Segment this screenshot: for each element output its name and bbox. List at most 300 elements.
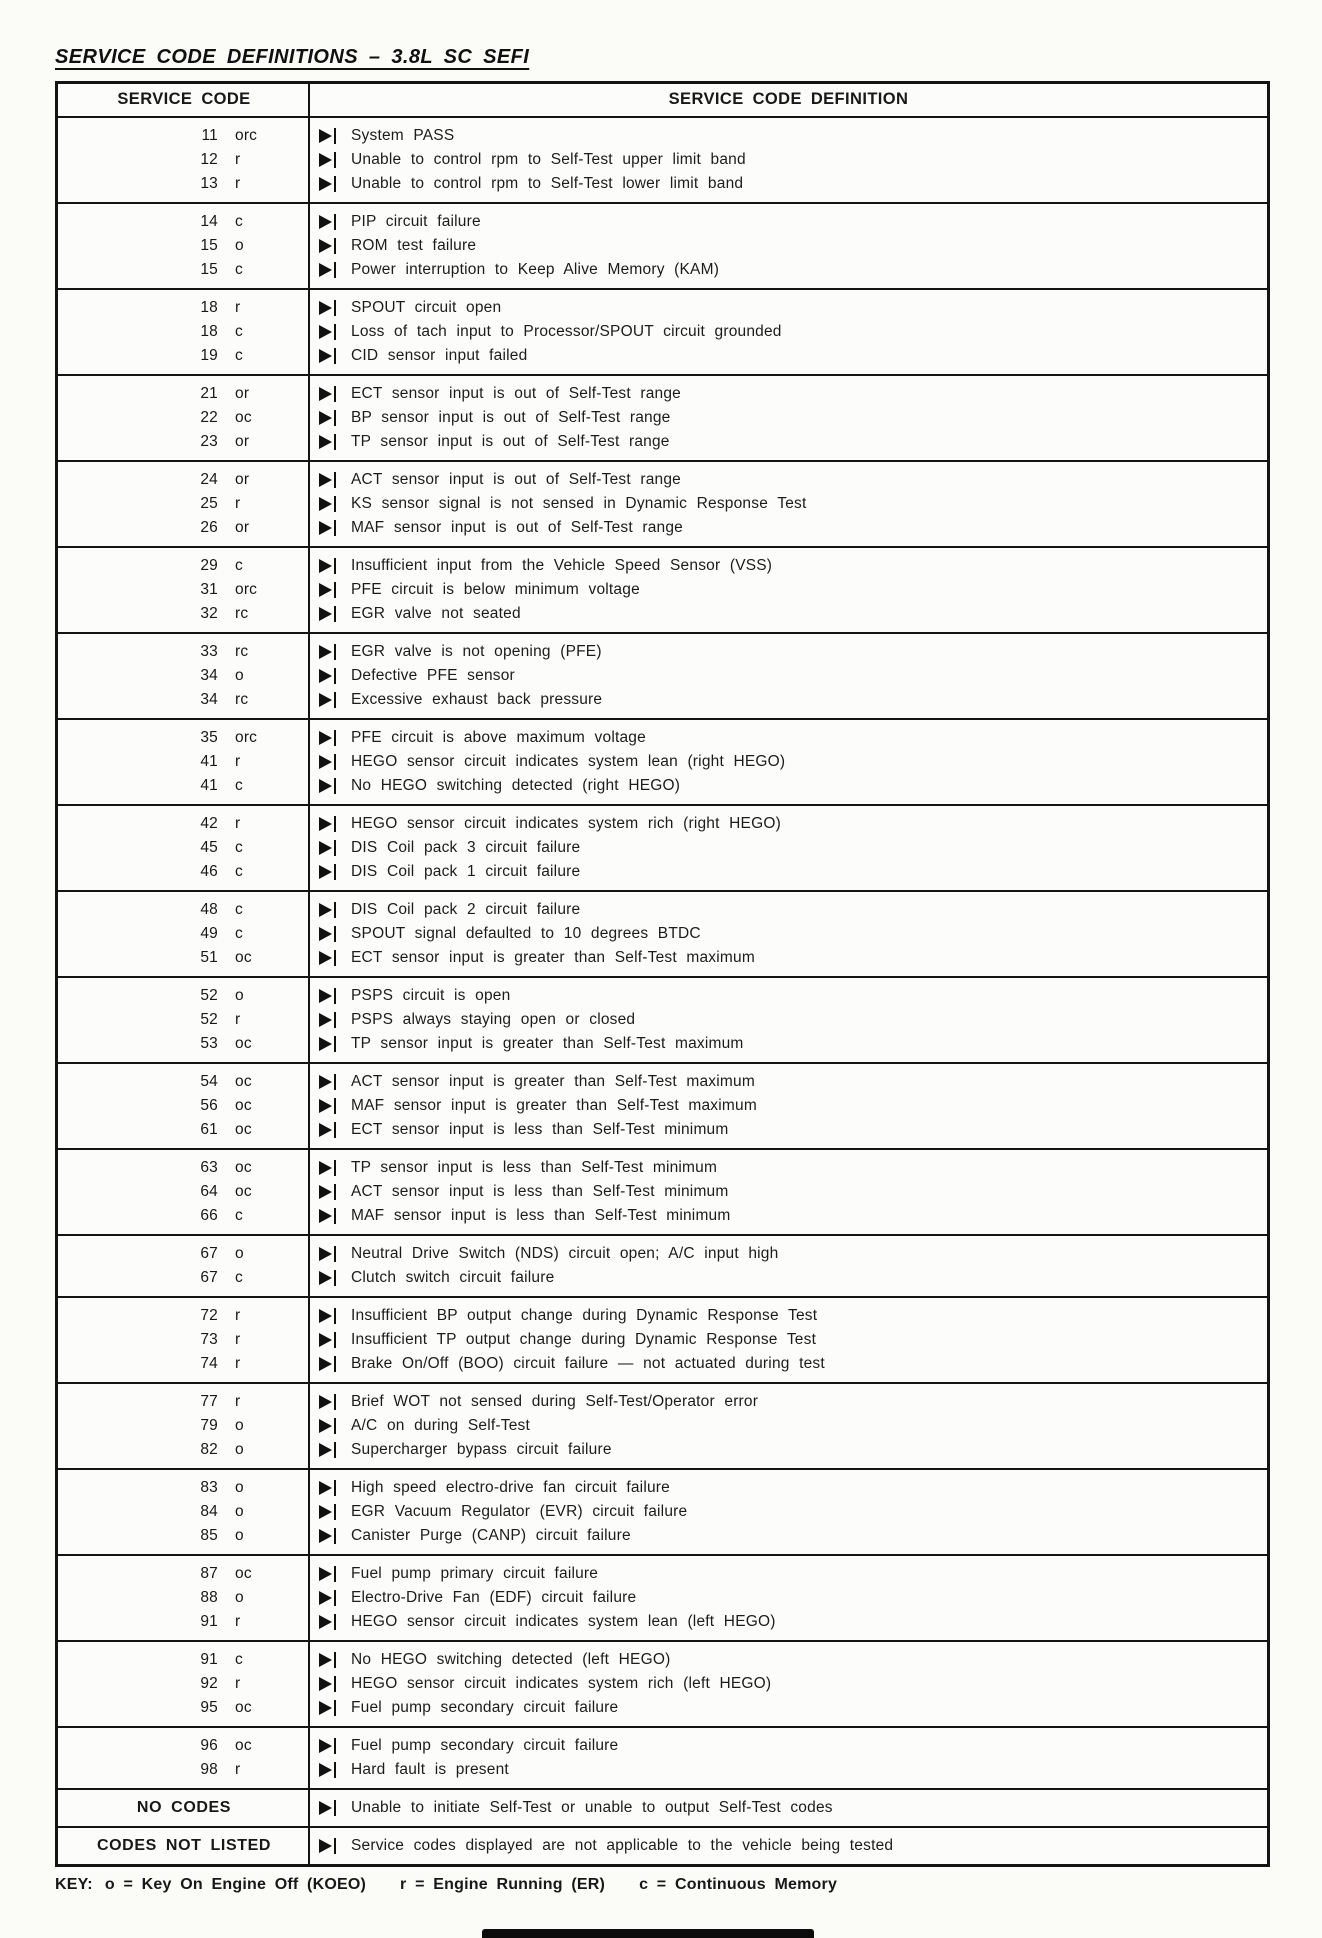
code-group	[58, 806, 1267, 892]
arrow-right-icon	[319, 1480, 336, 1496]
definition-text: ECT sensor input is greater than Self-Test maximum	[351, 949, 755, 966]
table-row	[58, 1524, 1267, 1548]
service-code-cell	[58, 1479, 310, 1497]
definition-cell	[310, 1613, 1267, 1631]
definition-text: KS sensor signal is not sensed in Dynamic Response Test	[351, 495, 807, 512]
arrow-right-icon	[319, 386, 336, 402]
arrow-right-icon	[319, 152, 336, 168]
definition-text: Insufficient input from the Vehicle Speed Sensor (VSS)	[351, 557, 773, 574]
code-mode: o	[235, 987, 244, 1004]
code-number: 82	[200, 1441, 218, 1458]
table-row	[58, 234, 1267, 258]
table-row	[58, 554, 1267, 578]
code-number: 34	[200, 667, 218, 684]
table-row	[58, 1734, 1267, 1758]
service-code-cell	[58, 1737, 310, 1755]
definition-cell	[310, 839, 1267, 857]
table-row	[58, 1696, 1267, 1720]
code-number: 83	[200, 1479, 218, 1496]
service-code-cell	[58, 1799, 310, 1817]
definition-text: PFE circuit is above maximum voltage	[351, 729, 646, 746]
code-mode: or	[235, 519, 250, 536]
definition-cell	[310, 949, 1267, 967]
code-mode: oc	[235, 1737, 252, 1754]
service-code-cell	[58, 605, 310, 623]
arrow-right-icon	[319, 988, 336, 1004]
definition-cell	[310, 151, 1267, 169]
code-number: 84	[200, 1503, 218, 1520]
arrow-right-icon	[319, 926, 336, 942]
code-number: 12	[200, 151, 218, 168]
definition-cell	[310, 1269, 1267, 1287]
service-code-cell	[58, 863, 310, 881]
code-number: 49	[200, 925, 218, 942]
code-number: 96	[200, 1737, 218, 1754]
definition-text: SPOUT circuit open	[351, 299, 502, 316]
page-title: SERVICE CODE DEFINITIONS – 3.8L SC SEFI	[55, 46, 530, 68]
code-mode: c	[235, 347, 243, 364]
definition-cell	[310, 667, 1267, 685]
code-mode: c	[235, 925, 243, 942]
service-code-cell	[58, 925, 310, 943]
definition-text: TP sensor input is greater than Self-Test maximum	[351, 1035, 744, 1052]
service-code-cell	[58, 151, 310, 169]
service-code-cell	[58, 433, 310, 451]
definition-cell	[310, 1417, 1267, 1435]
table-row	[58, 640, 1267, 664]
definition-text: Hard fault is present	[351, 1761, 509, 1778]
service-code-cell	[58, 987, 310, 1005]
service-code-cell	[58, 1355, 310, 1373]
arrow-right-icon	[319, 1528, 336, 1544]
arrow-right-icon	[319, 1566, 336, 1582]
definition-text: ACT sensor input is greater than Self-Test maximum	[351, 1073, 755, 1090]
service-code-cell	[58, 1159, 310, 1177]
code-mode: rc	[235, 691, 249, 708]
code-number: 42	[200, 815, 218, 832]
code-number: 26	[200, 519, 218, 536]
code-group	[58, 978, 1267, 1064]
code-mode: r	[235, 1011, 241, 1028]
arrow-right-icon	[319, 1356, 336, 1372]
definition-cell	[310, 299, 1267, 317]
service-code-cell	[58, 581, 310, 599]
code-number: 25	[200, 495, 218, 512]
code-mode: r	[235, 299, 241, 316]
code-group	[58, 118, 1267, 204]
service-code-cell	[58, 557, 310, 575]
service-code-cell	[58, 323, 310, 341]
arrow-right-icon	[319, 1418, 336, 1434]
service-code-cell	[58, 409, 310, 427]
code-number: 63	[200, 1159, 218, 1176]
table-row	[58, 1156, 1267, 1180]
arrow-right-icon	[319, 348, 336, 364]
table-row	[58, 1500, 1267, 1524]
table-row	[58, 1796, 1267, 1820]
code-mode: c	[235, 323, 243, 340]
service-code-cell	[58, 1011, 310, 1029]
table-row	[58, 1414, 1267, 1438]
arrow-right-icon	[319, 950, 336, 966]
arrow-right-icon	[319, 1098, 336, 1114]
code-number: 23	[200, 433, 218, 450]
column-divider	[308, 84, 310, 1864]
table-row	[58, 406, 1267, 430]
service-code-cell	[58, 1503, 310, 1521]
code-mode: oc	[235, 1699, 252, 1716]
definition-cell	[310, 409, 1267, 427]
code-mode: orc	[235, 127, 258, 144]
code-number: 98	[200, 1761, 218, 1778]
code-mode: c	[235, 261, 243, 278]
table-row	[58, 750, 1267, 774]
code-mode: c	[235, 1651, 243, 1668]
arrow-right-icon	[319, 1700, 336, 1716]
code-number: 19	[200, 347, 218, 364]
table-row	[58, 984, 1267, 1008]
definition-text: HEGO sensor circuit indicates system rich (right HEGO)	[351, 815, 781, 832]
table-row	[58, 382, 1267, 406]
definition-cell	[310, 237, 1267, 255]
code-number: 87	[200, 1565, 218, 1582]
definition-text: Brake On/Off (BOO) circuit failure — not actuated during test	[351, 1355, 825, 1372]
arrow-right-icon	[319, 644, 336, 660]
table-row	[58, 664, 1267, 688]
definition-text: A/C on during Self-Test	[351, 1417, 530, 1434]
definition-cell	[310, 901, 1267, 919]
code-group	[58, 376, 1267, 462]
table-row	[58, 1390, 1267, 1414]
table-row	[58, 1328, 1267, 1352]
code-group	[58, 720, 1267, 806]
code-mode: r	[235, 1761, 241, 1778]
code-mode: or	[235, 385, 250, 402]
service-code-cell	[58, 1441, 310, 1459]
code-mode: c	[235, 901, 243, 918]
key-item-koeo: o = Key On Engine Off (KOEO)	[104, 1876, 367, 1893]
code-mode: orc	[235, 729, 258, 746]
definition-text: Unable to control rpm to Self-Test upper limit band	[351, 151, 746, 168]
code-number: 92	[200, 1675, 218, 1692]
code-number: 74	[200, 1355, 218, 1372]
table-row	[58, 430, 1267, 454]
table-row	[58, 836, 1267, 860]
code-mode: r	[235, 175, 241, 192]
arrow-right-icon	[319, 816, 336, 832]
service-code-cell	[58, 347, 310, 365]
service-code-cell	[58, 385, 310, 403]
code-mode: oc	[235, 1035, 252, 1052]
code-number: 64	[200, 1183, 218, 1200]
table-row	[58, 1672, 1267, 1696]
definition-text: Defective PFE sensor	[351, 667, 515, 684]
code-number: 22	[200, 409, 218, 426]
arrow-right-icon	[319, 176, 336, 192]
definition-text: No HEGO switching detected (right HEGO)	[351, 777, 681, 794]
definition-text: Unable to control rpm to Self-Test lower limit band	[351, 175, 744, 192]
table-row	[58, 492, 1267, 516]
table-row	[58, 468, 1267, 492]
arrow-right-icon	[319, 1652, 336, 1668]
service-code-cell	[58, 1393, 310, 1411]
definition-text: HEGO sensor circuit indicates system lean (right HEGO)	[351, 753, 786, 770]
code-group	[58, 1642, 1267, 1728]
definition-cell	[310, 557, 1267, 575]
code-number: 18	[200, 299, 218, 316]
definition-cell	[310, 1307, 1267, 1325]
code-mode: c	[235, 777, 243, 794]
definition-cell	[310, 1799, 1267, 1817]
table-row	[58, 296, 1267, 320]
arrow-right-icon	[319, 1074, 336, 1090]
definition-cell	[310, 1675, 1267, 1693]
code-number: 53	[200, 1035, 218, 1052]
code-number: 91	[200, 1651, 218, 1668]
definition-text: ECT sensor input is less than Self-Test minimum	[351, 1121, 729, 1138]
table-row	[58, 922, 1267, 946]
definition-text: SPOUT signal defaulted to 10 degrees BTDC	[351, 925, 701, 942]
code-label: CODES NOT LISTED	[96, 1837, 272, 1854]
code-number: 61	[200, 1121, 218, 1138]
table-row	[58, 812, 1267, 836]
service-code-cell	[58, 1761, 310, 1779]
arrow-right-icon	[319, 214, 336, 230]
code-number: 13	[200, 175, 218, 192]
arrow-right-icon	[319, 300, 336, 316]
code-mode: o	[235, 1527, 244, 1544]
code-mode: o	[235, 237, 244, 254]
key-label: KEY:	[55, 1876, 93, 1893]
code-group	[58, 548, 1267, 634]
code-number: 33	[200, 643, 218, 660]
table-row	[58, 258, 1267, 282]
definition-text: DIS Coil pack 2 circuit failure	[351, 901, 581, 918]
definition-cell	[310, 1097, 1267, 1115]
service-code-cell	[58, 667, 310, 685]
service-code-cell	[58, 213, 310, 231]
table-row	[58, 1758, 1267, 1782]
code-number: 15	[200, 237, 218, 254]
arrow-right-icon	[319, 1614, 336, 1630]
definition-text: Fuel pump secondary circuit failure	[351, 1699, 619, 1716]
service-code-cell	[58, 237, 310, 255]
table-row	[58, 578, 1267, 602]
table-row	[58, 1476, 1267, 1500]
code-number: 88	[200, 1589, 218, 1606]
service-code-cell	[58, 643, 310, 661]
table-row	[58, 1118, 1267, 1142]
arrow-right-icon	[319, 1012, 336, 1028]
definition-cell	[310, 385, 1267, 403]
service-code-cell	[58, 175, 310, 193]
code-mode: r	[235, 1613, 241, 1630]
code-mode: r	[235, 495, 241, 512]
service-code-cell	[58, 1675, 310, 1693]
definition-cell	[310, 925, 1267, 943]
table-row	[58, 1304, 1267, 1328]
code-group	[58, 290, 1267, 376]
code-number: 41	[200, 777, 218, 794]
code-number: 67	[200, 1245, 218, 1262]
code-mode: o	[235, 667, 244, 684]
arrow-right-icon	[319, 1270, 336, 1286]
table-row	[58, 1070, 1267, 1094]
arrow-right-icon	[319, 410, 336, 426]
service-code-cell	[58, 1183, 310, 1201]
definition-text: ROM test failure	[351, 237, 477, 254]
table-row	[58, 1562, 1267, 1586]
key-legend	[55, 1876, 1270, 1894]
service-code-cell	[58, 261, 310, 279]
definition-cell	[310, 261, 1267, 279]
definition-text: DIS Coil pack 3 circuit failure	[351, 839, 581, 856]
arrow-right-icon	[319, 1838, 336, 1854]
service-code-cell	[58, 519, 310, 537]
table-row	[58, 210, 1267, 234]
arrow-right-icon	[319, 262, 336, 278]
arrow-right-icon	[319, 434, 336, 450]
definition-text: MAF sensor input is greater than Self-Test maximum	[351, 1097, 757, 1114]
table-row	[58, 1586, 1267, 1610]
table-row	[58, 172, 1267, 196]
service-code-cell	[58, 127, 310, 145]
definition-cell	[310, 1207, 1267, 1225]
code-mode: o	[235, 1479, 244, 1496]
service-code-cell	[58, 299, 310, 317]
definition-text: Insufficient BP output change during Dynamic Response Test	[351, 1307, 818, 1324]
table-row	[58, 320, 1267, 344]
definition-cell	[310, 643, 1267, 661]
code-group	[58, 1556, 1267, 1642]
definition-cell	[310, 815, 1267, 833]
code-mode: o	[235, 1503, 244, 1520]
definition-cell	[310, 1245, 1267, 1263]
code-group	[58, 1298, 1267, 1384]
code-label: NO CODES	[136, 1799, 232, 1816]
code-number: 41	[200, 753, 218, 770]
code-group	[58, 1728, 1267, 1790]
arrow-right-icon	[319, 1676, 336, 1692]
scan-artifact	[482, 1929, 814, 1938]
code-group	[58, 1236, 1267, 1298]
service-code-cell	[58, 1837, 310, 1855]
definition-cell	[310, 495, 1267, 513]
code-group	[58, 1150, 1267, 1236]
table-row	[58, 898, 1267, 922]
service-code-cell	[58, 1245, 310, 1263]
arrow-right-icon	[319, 1208, 336, 1224]
code-mode: oc	[235, 1121, 252, 1138]
definition-cell	[310, 175, 1267, 193]
table-row	[58, 1180, 1267, 1204]
code-group	[58, 1828, 1267, 1864]
code-mode: oc	[235, 1073, 252, 1090]
service-code-cell	[58, 729, 310, 747]
code-mode: oc	[235, 1097, 252, 1114]
definition-text: Canister Purge (CANP) circuit failure	[351, 1527, 631, 1544]
definition-text: Insufficient TP output change during Dynamic Response Test	[351, 1331, 817, 1348]
table-row	[58, 1242, 1267, 1266]
code-mode: r	[235, 1675, 241, 1692]
definition-text: PFE circuit is below minimum voltage	[351, 581, 640, 598]
arrow-right-icon	[319, 1246, 336, 1262]
definition-cell	[310, 471, 1267, 489]
key-item-cm: c = Continuous Memory	[639, 1876, 838, 1893]
arrow-right-icon	[319, 754, 336, 770]
definition-cell	[310, 433, 1267, 451]
code-number: 73	[200, 1331, 218, 1348]
code-mode: r	[235, 815, 241, 832]
code-group	[58, 1384, 1267, 1470]
code-mode: oc	[235, 1183, 252, 1200]
code-number: 91	[200, 1613, 218, 1630]
code-number: 29	[200, 557, 218, 574]
definition-text: PIP circuit failure	[351, 213, 481, 230]
arrow-right-icon	[319, 902, 336, 918]
service-code-cell	[58, 1699, 310, 1717]
definition-cell	[310, 605, 1267, 623]
code-number: 79	[200, 1417, 218, 1434]
code-number: 35	[200, 729, 218, 746]
service-code-cell	[58, 1073, 310, 1091]
table-row	[58, 1352, 1267, 1376]
definition-cell	[310, 1761, 1267, 1779]
definition-cell	[310, 1837, 1267, 1855]
table-row	[58, 516, 1267, 540]
table-header-row	[58, 84, 1267, 118]
arrow-right-icon	[319, 1308, 336, 1324]
code-number: 52	[200, 987, 218, 1004]
code-number: 21	[200, 385, 218, 402]
definition-cell	[310, 1035, 1267, 1053]
arrow-right-icon	[319, 606, 336, 622]
arrow-right-icon	[319, 520, 336, 536]
table-row	[58, 1438, 1267, 1462]
code-group	[58, 634, 1267, 720]
definition-text: BP sensor input is out of Self-Test range	[351, 409, 671, 426]
arrow-right-icon	[319, 840, 336, 856]
definition-text: HEGO sensor circuit indicates system rich (left HEGO)	[351, 1675, 772, 1692]
code-number: 32	[200, 605, 218, 622]
code-group	[58, 892, 1267, 978]
col-header-definition: SERVICE CODE DEFINITION	[668, 90, 909, 108]
definition-cell	[310, 347, 1267, 365]
code-mode: orc	[235, 581, 258, 598]
definition-text: MAF sensor input is less than Self-Test minimum	[351, 1207, 731, 1224]
code-number: 95	[200, 1699, 218, 1716]
arrow-right-icon	[319, 668, 336, 684]
definition-text: Unable to initiate Self-Test or unable to output Self-Test codes	[351, 1799, 833, 1816]
arrow-right-icon	[319, 558, 336, 574]
arrow-right-icon	[319, 1036, 336, 1052]
code-group	[58, 204, 1267, 290]
code-mode: c	[235, 1207, 243, 1224]
service-code-cell	[58, 1121, 310, 1139]
service-code-cell	[58, 1035, 310, 1053]
definition-text: No HEGO switching detected (left HEGO)	[351, 1651, 671, 1668]
definition-text: Brief WOT not sensed during Self-Test/Operator error	[351, 1393, 759, 1410]
code-mode: c	[235, 863, 243, 880]
service-code-cell	[58, 1269, 310, 1287]
service-code-cell	[58, 815, 310, 833]
arrow-right-icon	[319, 1122, 336, 1138]
service-code-cell	[58, 753, 310, 771]
definition-text: CID sensor input failed	[351, 347, 528, 364]
code-mode: rc	[235, 643, 249, 660]
arrow-right-icon	[319, 1504, 336, 1520]
code-group	[58, 1790, 1267, 1828]
